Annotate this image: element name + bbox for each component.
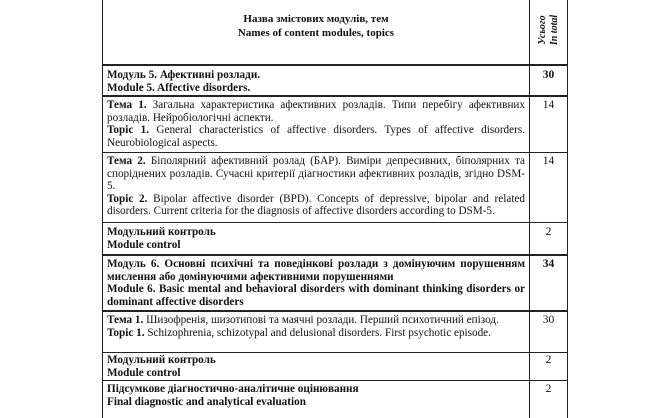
- topic-text-en: Bipolar affective disorder (BPD). Concepts of depressive, bipolar and related disorders. Current criteria for the diagnosis of affective disorders according to DSM-5.: [107, 192, 525, 217]
- table-row: [107, 383, 525, 408]
- table-row: [107, 258, 525, 308]
- table-row: [107, 226, 525, 251]
- module-title-uk: Модуль 5. Афективні розлади.: [107, 69, 261, 81]
- topic-prefix-en: Topic 1.: [107, 326, 145, 339]
- row-total: 2: [545, 383, 552, 395]
- final-label-uk: Підсумкове діагностично-аналітичне оцінювання: [107, 383, 359, 395]
- module-title-en: Module 6. Basic mental and behavioral disorders with dominant thinking disorders or dominant affective disorders: [107, 283, 525, 308]
- topic-prefix-uk: Тема 1.: [107, 314, 144, 326]
- topic-text-uk: Шизофренія, шизотипові та маячні розлади. Перший психотичний епізод.: [143, 314, 499, 326]
- table-row: [107, 99, 525, 149]
- row-divider: [103, 152, 567, 153]
- row-divider: [103, 222, 567, 223]
- table-row: [107, 314, 525, 339]
- row-total: 34: [542, 258, 555, 270]
- row-total: 14: [542, 155, 555, 167]
- row-divider: [103, 352, 567, 353]
- row-divider: [103, 380, 567, 381]
- header-title-uk: Назва змістових модулів, тем: [243, 13, 389, 25]
- control-label-en: Module control: [107, 366, 181, 379]
- header-total-en: In total: [548, 14, 560, 45]
- row-total: 30: [542, 69, 555, 81]
- row-divider: [103, 310, 567, 312]
- final-label-en: Final diagnostic and analytical evaluation: [107, 395, 306, 408]
- header-total-uk: Усього: [536, 14, 548, 45]
- module-title-en: Module 5. Affective disorders.: [107, 81, 251, 94]
- topic-prefix-uk: Тема 1.: [107, 99, 147, 111]
- row-total: 30: [542, 314, 555, 326]
- topic-text-en: Schizophrenia, schizotypal and delusional disorders. First psychotic episode.: [144, 326, 491, 339]
- header-total-cell: [530, 0, 567, 61]
- table-row: [107, 69, 525, 94]
- table-header: [103, 12, 529, 40]
- control-label-uk: Модульний контроль: [107, 226, 216, 238]
- control-label-uk: Модульний контроль: [107, 354, 216, 366]
- module-title-uk: Модуль 6. Основні психічні та поведінкові розлади з домінуючим порушенням мислення або домінуючими афективними порушеннями: [107, 258, 525, 283]
- topic-prefix-en: Topic 2.: [107, 192, 148, 205]
- header-title-en: Names of content modules, topics: [237, 27, 395, 39]
- control-label-en: Module control: [107, 238, 181, 251]
- row-total: 14: [542, 99, 555, 111]
- content-modules-table: [102, 0, 568, 418]
- row-total: 2: [545, 354, 552, 366]
- topic-text-uk: Біполярний афективний розлад (БАР). Виміри депресивних, біполярних та споріднених розладів. Сучасні критерії діагностики афективних розладів, згідно DSM-5.: [107, 155, 525, 192]
- row-divider: [103, 254, 567, 256]
- topic-text-en: General characteristics of affective disorders. Types of affective disorders. Neurobiological aspects.: [107, 124, 525, 149]
- row-divider: [103, 64, 567, 66]
- table-row: [107, 354, 525, 379]
- topic-text-uk: Загальна характеристика афективних розладів. Типи перебігу афективних розладів. Нейробіологічні аспекти.: [107, 99, 526, 124]
- row-total: 2: [545, 226, 552, 238]
- topic-prefix-en: Topic 1.: [107, 124, 150, 136]
- topic-prefix-uk: Тема 2.: [107, 155, 146, 167]
- row-divider: [103, 95, 567, 97]
- table-row: [107, 155, 525, 218]
